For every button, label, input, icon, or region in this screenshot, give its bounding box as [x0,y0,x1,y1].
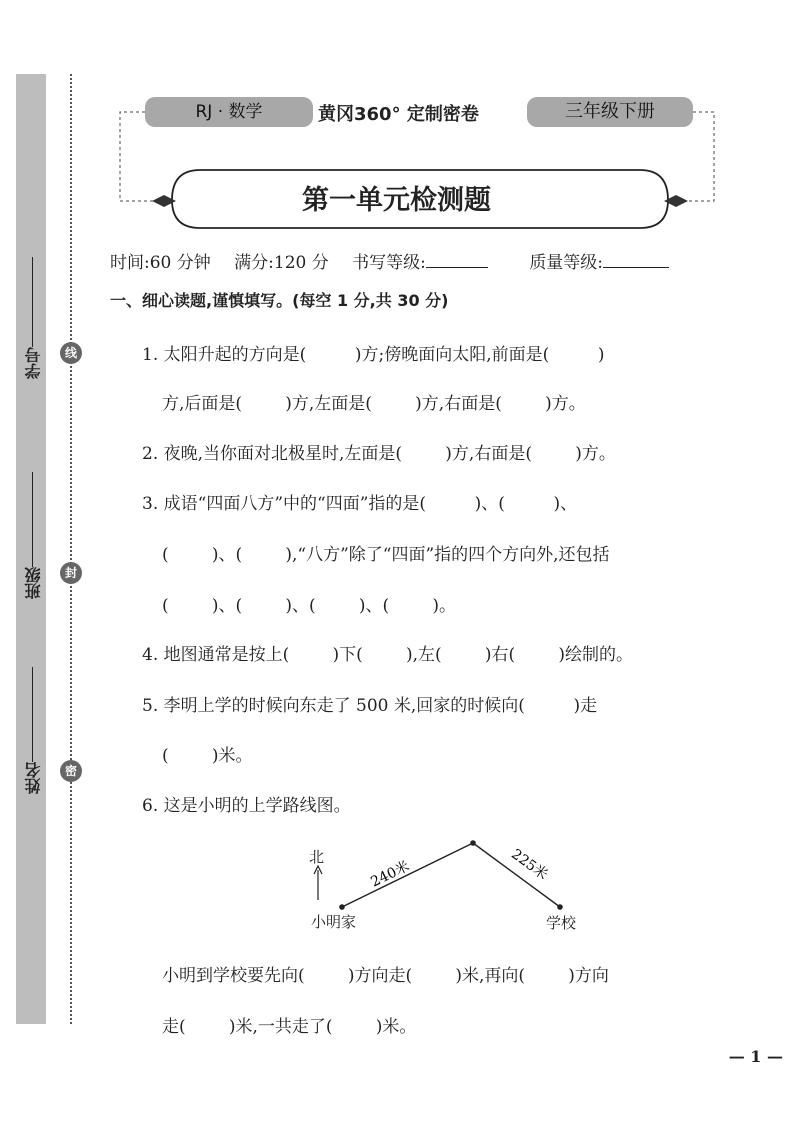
section-1-heading: 一、细心读题,谨慎填写。(每空 1 分,共 30 分) [110,291,449,310]
class-label: 班级 [24,567,43,599]
q6-line3: 走( )米,一共走了( )米。 [162,1017,417,1037]
home-label: 小明家 [311,913,357,931]
turn-point [470,840,476,846]
grade-pill: 三年级下册 [527,97,693,127]
student-id-label: 学号 [24,347,43,379]
series-pill: RJ · 数学 [145,97,313,127]
seal-seal-mark: 封 [60,562,82,584]
q3-line3: ( )、( )、( )、( )。 [162,596,456,616]
exam-time: 时间:60 分钟 [110,253,211,273]
school-point [557,904,563,910]
brand-title: 黄冈360° 定制密卷 [318,104,479,125]
q1-line2: 方,后面是( )方,左面是( )方,右面是( )方。 [162,394,586,414]
home-point [339,904,345,910]
seal-secret-mark: 密 [60,760,82,782]
page-number: — 1 — [728,1047,783,1066]
quality-grade-label: 质量等级: [529,253,604,273]
exam-full-score: 满分:120 分 [234,253,329,273]
seal-line-mark: 线 [60,342,82,364]
north-label: 北 [309,848,325,866]
school-label: 学校 [546,914,577,932]
q4-line1: 4. 地图通常是按上( )下( ),左( )右( )绘制的。 [142,645,634,665]
q5-line2: ( )米。 [162,746,253,766]
q6-line2: 小明到学校要先向( )方向走( )米,再向( )方向 [162,966,609,986]
q5-line1: 5. 李明上学的时候向东走了 500 米,回家的时候向( )走 [142,696,598,716]
segment-1-label: 240米 [368,858,413,891]
name-label: 姓名 [24,762,43,794]
q2-line1: 2. 夜晚,当你面对北极星时,左面是( )方,右面是( )方。 [142,444,616,464]
segment-2-label: 225米 [508,846,551,884]
writing-grade-label: 书写等级: [352,253,426,273]
q6-line1: 6. 这是小明的上学路线图。 [142,796,351,816]
route-segment-1 [342,843,473,907]
q1-line1: 1. 太阳升起的方向是( )方;傍晚面向太阳,前面是( ) [142,345,605,365]
q3-line1: 3. 成语“四面八方”中的“四面”指的是( )、( )、 [142,494,578,514]
exam-title: 第一单元检测题 [302,185,491,216]
q3-line2: ( )、( ),“八方”除了“四面”指的四个方向外,还包括 [162,545,610,565]
